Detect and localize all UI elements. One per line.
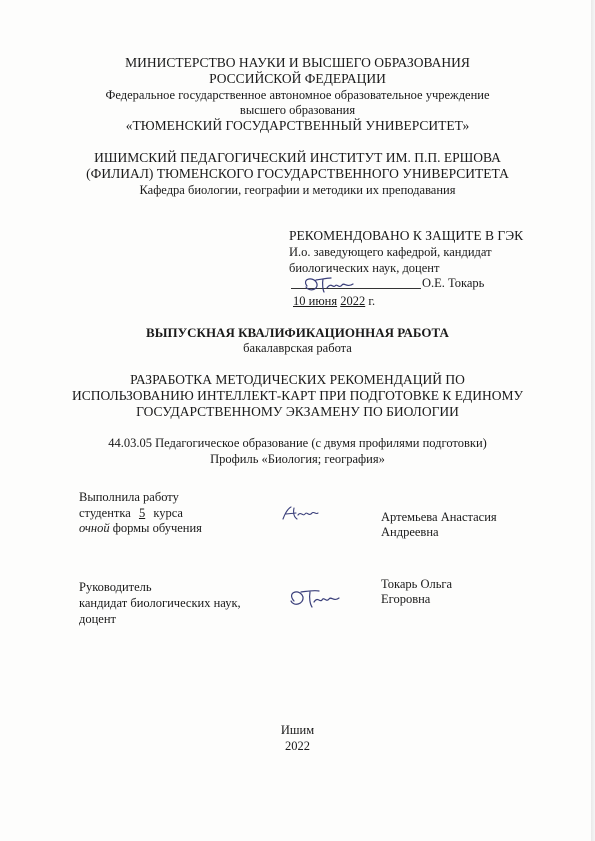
supervisor-signature-icon <box>283 586 341 612</box>
approval-date <box>293 294 375 310</box>
approver-name: О.Е. Токарь <box>422 276 485 290</box>
institute-line-1: ИШИМСКИЙ ПЕДАГОГИЧЕСКИЙ ИНСТИТУТ ИМ. П.П. ЕРШОВА <box>94 150 501 165</box>
student-signature-icon <box>280 505 320 523</box>
approval-date-day-month: 10 июня <box>293 294 338 308</box>
study-form-word: очной <box>79 521 110 535</box>
course-number: 5 <box>138 506 146 520</box>
student-word: студентка <box>79 506 131 520</box>
study-form-rest: формы обучения <box>112 521 202 535</box>
approval-position-line-2: биологических наук, доцент <box>289 261 440 275</box>
organization-line-1: Федеральное государственное автономное образовательное учреждение <box>105 88 490 102</box>
department-name: Кафедра биологии, географии и методики их преподавания <box>139 183 456 197</box>
profile: Профиль «Биология; география» <box>210 452 385 466</box>
ministry-line-2: РОССИЙСКОЙ ФЕДЕРАЦИИ <box>209 71 386 86</box>
supervisor-label: Руководитель <box>79 580 152 594</box>
work-title-line-1: РАЗРАБОТКА МЕТОДИЧЕСКИХ РЕКОМЕНДАЦИЙ ПО <box>130 372 465 387</box>
supervisor-name-line-1: Токарь Ольга <box>381 577 453 591</box>
work-title-line-2: ИСПОЛЬЗОВАНИЮ ИНТЕЛЛЕКТ-КАРТ ПРИ ПОДГОТОВКЕ К ЕДИНОМУ <box>71 388 524 403</box>
ministry-line-1: МИНИСТЕРСТВО НАУКИ И ВЫСШЕГО ОБРАЗОВАНИЯ <box>125 55 470 70</box>
university-name: «ТЮМЕНСКИЙ ГОСУДАРСТВЕННЫЙ УНИВЕРСИТЕТ» <box>125 118 470 133</box>
approval-position-line-1: И.о. заведующего кафедрой, кандидат <box>289 245 492 259</box>
supervisor-title: доцент <box>79 612 116 626</box>
supervisor-degree: кандидат биологических наук, <box>79 596 241 610</box>
supervisor-name-line-2: Егоровна <box>381 592 431 606</box>
study-form-line <box>79 521 202 537</box>
approval-title: РЕКОМЕНДОВАНО К ЗАЩИТЕ В ГЭК <box>289 228 524 243</box>
organization-line-2: высшего образования <box>239 103 356 117</box>
year: 2022 <box>285 739 310 753</box>
work-type: ВЫПУСКНАЯ КВАЛИФИКАЦИОННАЯ РАБОТА <box>146 325 449 340</box>
student-name-line-1: Артемьева Анастасия <box>381 510 497 524</box>
student-label: Выполнила работу <box>79 490 179 504</box>
city: Ишим <box>280 723 315 737</box>
approval-date-year: 2022 <box>340 294 366 308</box>
approval-date-suffix: г. <box>368 294 376 308</box>
work-title-line-3: ГОСУДАРСТВЕННОМУ ЭКЗАМЕНУ ПО БИОЛОГИИ <box>136 404 459 419</box>
specialty: 44.03.05 Педагогическое образование (с двумя профилями подготовки) <box>108 436 487 450</box>
institute-line-2: (ФИЛИАЛ) ТЮМЕНСКОГО ГОСУДАРСТВЕННОГО УНИВЕРСИТЕТА <box>86 166 509 181</box>
course-word: курса <box>153 506 183 520</box>
work-subtype: бакалаврская работа <box>243 341 352 355</box>
student-name-line-2: Андреевна <box>381 525 439 539</box>
approver-signature-icon <box>297 274 355 296</box>
student-course-line <box>79 506 183 522</box>
